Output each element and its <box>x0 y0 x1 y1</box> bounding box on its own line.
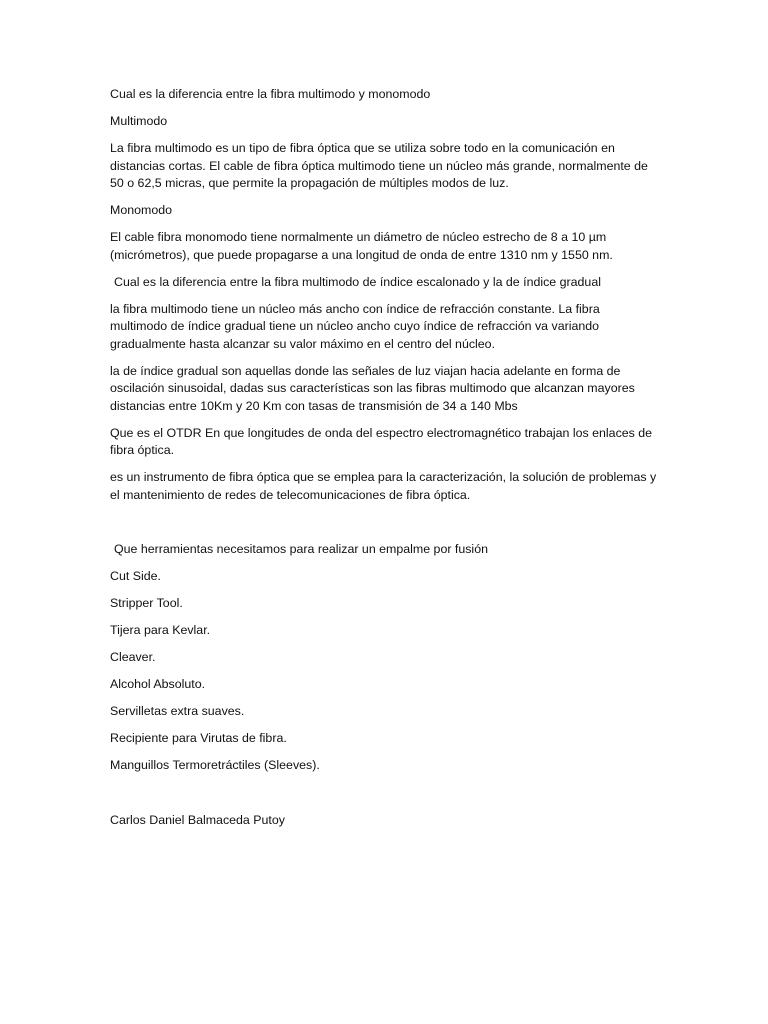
tool-item: Tijera para Kevlar. <box>110 622 211 637</box>
tool-item: Cut Side. <box>110 568 161 583</box>
tool-item: Stripper Tool. <box>110 595 183 610</box>
answer-index-types-2: la de índice gradual son aquellas donde las señales de luz viajan hacia adelante en forma de oscilación sinusoidal, dadas sus características son las fibras multimodo que alcanzan mayores distancias entre 10Km y 20 Km con tasas de transmisión de 34 a 140 Mbs <box>110 363 635 413</box>
multimodo-paragraph: La fibra multimodo es un tipo de fibra óptica que se utiliza sobre todo en la comunicación en distancias cortas. El cable de fibra óptica multimodo tiene un núcleo más grande, normalmente de 50 o 62,5 micras, que permite la propagación de múltiples modos de luz. <box>110 141 648 190</box>
tool-item: Cleaver. <box>110 649 156 664</box>
question-otdr: Que es el OTDR En que longitudes de onda del espectro electromagnético trabajan los enlaces de fibra óptica. <box>110 425 653 457</box>
question-fusion-tools: Que herramientas necesitamos para realizar un empalme por fusión <box>114 541 488 556</box>
blank-line <box>110 784 658 812</box>
monomodo-paragraph: El cable fibra monomodo tiene normalmente un diámetro de núcleo estrecho de 8 a 10 µm (micrómetros), que puede propagarse a una longitud de onda de entre 1310 nm y 1550 nm. <box>110 230 613 262</box>
tool-item: Recipiente para Virutas de fibra. <box>110 730 287 745</box>
question-index-types: Cual es la diferencia entre la fibra multimodo de índice escalonado y la de índice gradual <box>114 274 601 289</box>
monomodo-heading: Monomodo <box>110 203 172 217</box>
answer-otdr: es un instrumento de fibra óptica que se emplea para la caracterización, la solución de problemas y el mantenimiento de redes de telecomunicaciones de fibra óptica. <box>110 470 657 502</box>
tool-item: Servilletas extra suaves. <box>110 703 245 718</box>
author-name: Carlos Daniel Balmaceda Putoy <box>110 812 285 827</box>
blank-line <box>110 514 658 541</box>
tool-item: Alcohol Absoluto. <box>110 676 206 691</box>
answer-index-types-1: la fibra multimodo tiene un núcleo más ancho con índice de refracción constante. La fibra multimodo de índice gradual tiene un núcleo ancho cuyo índice de refracción va variando gradualmente hasta alcanzar su valor máximo en el centro del núcleo. <box>110 301 600 351</box>
document-title: Cual es la diferencia entre la fibra multimodo y monomodo <box>110 87 431 101</box>
document-body <box>110 86 658 839</box>
multimodo-heading: Multimodo <box>110 114 168 128</box>
tool-item: Manguillos Termoretráctiles (Sleeves). <box>110 757 320 772</box>
